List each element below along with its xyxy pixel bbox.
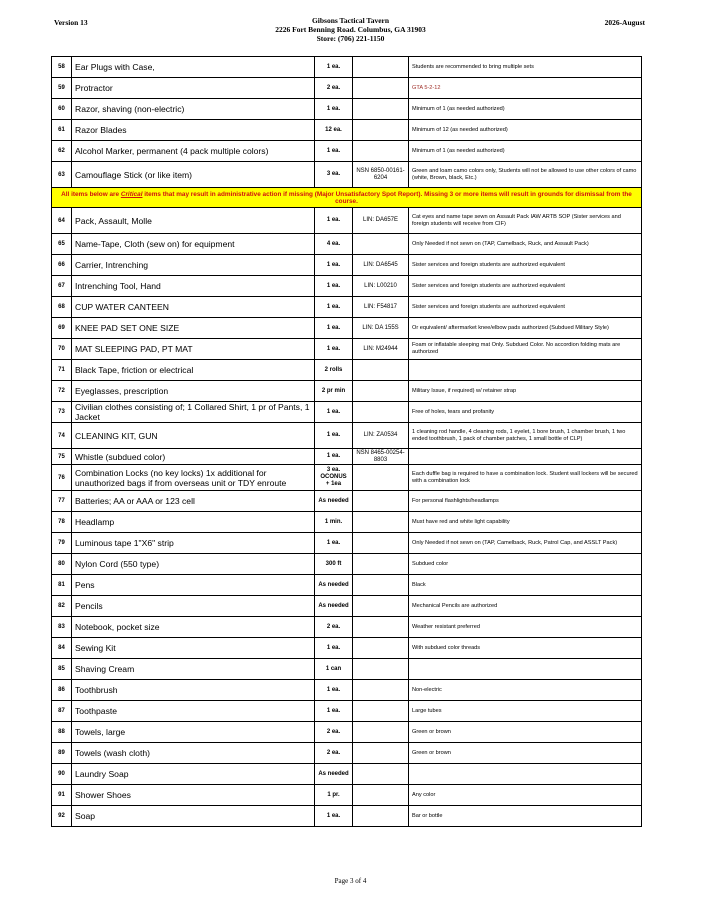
item-quantity: 2 pr min	[315, 381, 353, 402]
item-quantity: 3 ea.	[315, 162, 353, 188]
item-lin	[353, 57, 409, 78]
item-quantity: As needed	[315, 575, 353, 596]
item-number: 67	[52, 276, 72, 297]
item-name: Camouflage Stick (or like item)	[72, 162, 315, 188]
item-name: Towels, large	[72, 722, 315, 743]
table-row	[52, 638, 642, 659]
table-row	[52, 423, 642, 449]
item-note: Mechanical Pencils are authorized	[409, 596, 642, 617]
item-lin: LIN: L00210	[353, 276, 409, 297]
item-number: 80	[52, 554, 72, 575]
item-number: 58	[52, 57, 72, 78]
item-number: 69	[52, 318, 72, 339]
item-name: Shower Shoes	[72, 785, 315, 806]
store-address: 2226 Fort Benning Road. Columbus, GA 31903	[275, 25, 426, 34]
item-lin	[353, 764, 409, 785]
table-row	[52, 575, 642, 596]
item-name: Ear Plugs with Case,	[72, 57, 315, 78]
item-quantity: 2 ea.	[315, 78, 353, 99]
item-number: 87	[52, 701, 72, 722]
item-quantity: 12 ea.	[315, 120, 353, 141]
item-note: Any color	[409, 785, 642, 806]
item-quantity: 1 ea.	[315, 402, 353, 423]
item-quantity: 2 ea.	[315, 617, 353, 638]
item-number: 88	[52, 722, 72, 743]
item-name: Protractor	[72, 78, 315, 99]
item-name: Headlamp	[72, 512, 315, 533]
item-note: Free of holes, tears and profanity	[409, 402, 642, 423]
table-row	[52, 78, 642, 99]
item-note: Minimum of 1 (as needed authorized)	[409, 99, 642, 120]
item-lin	[353, 465, 409, 491]
item-name: Luminous tape 1"X6" strip	[72, 533, 315, 554]
item-quantity: 1 ea.	[315, 449, 353, 465]
item-number: 65	[52, 234, 72, 255]
item-name: Name-Tape, Cloth (sew on) for equipment	[72, 234, 315, 255]
item-lin	[353, 120, 409, 141]
item-note: Cat eyes and name tape sewn on Assault Pack IAW ARTB SOP (Sister services and foreign students will receive from CIF)	[409, 208, 642, 234]
item-name: Razor Blades	[72, 120, 315, 141]
item-name: Intrenching Tool, Hand	[72, 276, 315, 297]
item-lin	[353, 78, 409, 99]
table-row	[52, 381, 642, 402]
item-name: Shaving Cream	[72, 659, 315, 680]
item-note: Military Issue, if required) w/ retainer strap	[409, 381, 642, 402]
item-lin	[353, 680, 409, 701]
item-name: CUP WATER CANTEEN	[72, 297, 315, 318]
item-lin	[353, 617, 409, 638]
item-lin: LIN: M24944	[353, 339, 409, 360]
table-row	[52, 465, 642, 491]
table-row	[52, 743, 642, 764]
notice-critical-word: Critical	[120, 190, 143, 198]
table-row	[52, 276, 642, 297]
item-number: 73	[52, 402, 72, 423]
table-row	[52, 339, 642, 360]
item-lin	[353, 785, 409, 806]
item-lin	[353, 575, 409, 596]
item-note: Non-electric	[409, 680, 642, 701]
notice-text	[52, 188, 642, 208]
table-row	[52, 533, 642, 554]
item-name: Nylon Cord (550 type)	[72, 554, 315, 575]
item-quantity: 1 ea.	[315, 533, 353, 554]
item-quantity: As needed	[315, 596, 353, 617]
item-number: 81	[52, 575, 72, 596]
table-row	[52, 297, 642, 318]
item-number: 86	[52, 680, 72, 701]
item-name: Toothbrush	[72, 680, 315, 701]
item-lin	[353, 491, 409, 512]
item-name: Eyeglasses, prescription	[72, 381, 315, 402]
item-number: 91	[52, 785, 72, 806]
packing-list-table	[51, 56, 642, 827]
item-quantity: 300 ft	[315, 554, 353, 575]
item-name: Laundry Soap	[72, 764, 315, 785]
item-quantity: 1 ea.	[315, 423, 353, 449]
item-lin	[353, 533, 409, 554]
item-lin	[353, 234, 409, 255]
item-quantity: 1 ea.	[315, 701, 353, 722]
item-number: 71	[52, 360, 72, 381]
item-number: 77	[52, 491, 72, 512]
item-quantity: 1 ea.	[315, 99, 353, 120]
item-note: Each duffle bag is required to have a combination lock. Student wall lockers will be secured with a combination lock	[409, 465, 642, 491]
item-number: 59	[52, 78, 72, 99]
item-name: KNEE PAD SET ONE SIZE	[72, 318, 315, 339]
item-lin	[353, 806, 409, 827]
item-name: Pencils	[72, 596, 315, 617]
item-quantity: 1 ea.	[315, 318, 353, 339]
table-row	[52, 208, 642, 234]
item-number: 74	[52, 423, 72, 449]
item-note: Green or brown	[409, 743, 642, 764]
item-quantity: 1 ea.	[315, 276, 353, 297]
item-number: 66	[52, 255, 72, 276]
item-lin	[353, 722, 409, 743]
item-note: Black	[409, 575, 642, 596]
item-note: For personal flashlights/headlamps	[409, 491, 642, 512]
table-row	[52, 141, 642, 162]
item-note: Minimum of 1 (as needed authorized)	[409, 141, 642, 162]
item-lin: NSN 8465-00254-8803	[353, 449, 409, 465]
table-row	[52, 806, 642, 827]
table-row	[52, 491, 642, 512]
item-note: Or equivalent/ aftermarket knee/elbow pads authorized (Subdued Military Style)	[409, 318, 642, 339]
item-number: 82	[52, 596, 72, 617]
table-row	[52, 722, 642, 743]
packing-list-body	[52, 57, 642, 827]
store-info	[0, 16, 701, 43]
item-number: 70	[52, 339, 72, 360]
item-lin	[353, 638, 409, 659]
table-row	[52, 234, 642, 255]
item-lin: LIN: ZA0534	[353, 423, 409, 449]
table-row	[52, 512, 642, 533]
page-number: Page 3 of 4	[334, 877, 367, 885]
item-note	[409, 764, 642, 785]
critical-items-notice	[52, 188, 642, 208]
table-row	[52, 162, 642, 188]
item-lin	[353, 402, 409, 423]
item-note: Minimum of 12 (as needed authorized)	[409, 120, 642, 141]
item-name: Black Tape, friction or electrical	[72, 360, 315, 381]
item-lin: LIN: DA657E	[353, 208, 409, 234]
item-quantity: 1 can	[315, 659, 353, 680]
item-number: 78	[52, 512, 72, 533]
item-quantity: 1 ea.	[315, 638, 353, 659]
item-number: 75	[52, 449, 72, 465]
item-number: 84	[52, 638, 72, 659]
item-name: Razor, shaving (non-electric)	[72, 99, 315, 120]
item-quantity: 1 ea.	[315, 680, 353, 701]
item-quantity: 1 ea.	[315, 297, 353, 318]
table-row	[52, 764, 642, 785]
item-number: 89	[52, 743, 72, 764]
item-lin	[353, 381, 409, 402]
table-row	[52, 99, 642, 120]
item-quantity: 2 ea.	[315, 743, 353, 764]
item-number: 68	[52, 297, 72, 318]
item-name: Batteries; AA or AAA or 123 cell	[72, 491, 315, 512]
table-row	[52, 617, 642, 638]
item-note: Sister services and foreign students are authorized equivalent	[409, 297, 642, 318]
item-lin: NSN 6850-00161-6204	[353, 162, 409, 188]
version-label: Version 13	[54, 18, 88, 27]
store-phone: Store: (706) 221-1150	[316, 34, 385, 43]
item-name: Towels (wash cloth)	[72, 743, 315, 764]
item-lin	[353, 659, 409, 680]
table-row	[52, 255, 642, 276]
table-row	[52, 449, 642, 465]
item-note: Students are recommended to bring multiple sets	[409, 57, 642, 78]
item-note: Large tubes	[409, 701, 642, 722]
item-number: 62	[52, 141, 72, 162]
item-lin: LIN: F54817	[353, 297, 409, 318]
item-note	[409, 449, 642, 465]
item-note: 1 cleaning rod handle, 4 cleaning rods, 1 eyelet, 1 bore brush, 1 chamber brush, 1 two ended toothbrush, 1 pack of chamber patches, 1 small bottle of CLP)	[409, 423, 642, 449]
item-lin	[353, 99, 409, 120]
item-number: 61	[52, 120, 72, 141]
item-name: Pack, Assault, Molle	[72, 208, 315, 234]
item-quantity: 1 ea.	[315, 255, 353, 276]
item-quantity: As needed	[315, 491, 353, 512]
item-note: Only Needed if not sewn on (TAP, Camelback, Ruck, and Assault Pack)	[409, 234, 642, 255]
table-row	[52, 554, 642, 575]
item-note: With subdued color threads	[409, 638, 642, 659]
item-quantity: 4 ea.	[315, 234, 353, 255]
item-lin	[353, 554, 409, 575]
item-note	[409, 659, 642, 680]
item-lin	[353, 141, 409, 162]
item-name: MAT SLEEPING PAD, PT MAT	[72, 339, 315, 360]
item-quantity: 1 ea.	[315, 57, 353, 78]
item-number: 63	[52, 162, 72, 188]
item-name: Alcohol Marker, permanent (4 pack multiple colors)	[72, 141, 315, 162]
item-number: 90	[52, 764, 72, 785]
item-name: Soap	[72, 806, 315, 827]
item-quantity: 1 pr.	[315, 785, 353, 806]
item-quantity: 3 ea. OCONUS + 1ea	[315, 465, 353, 491]
page-header	[0, 14, 701, 54]
table-row	[52, 57, 642, 78]
item-number: 79	[52, 533, 72, 554]
item-number: 72	[52, 381, 72, 402]
notice-before: All items below are	[61, 190, 121, 198]
table-row	[52, 701, 642, 722]
item-number: 64	[52, 208, 72, 234]
item-quantity: 2 rolls	[315, 360, 353, 381]
item-lin	[353, 512, 409, 533]
item-lin	[353, 596, 409, 617]
item-name: CLEANING KIT, GUN	[72, 423, 315, 449]
item-lin: LIN: DA 155S	[353, 318, 409, 339]
item-quantity: 1 ea.	[315, 339, 353, 360]
item-note: Weather resistant preferred	[409, 617, 642, 638]
table-row	[52, 680, 642, 701]
item-note: Green and loam camo colors only, Students will not be allowed to use other colors of camo (white, Brown, black, Etc.)	[409, 162, 642, 188]
item-name: Notebook, pocket size	[72, 617, 315, 638]
item-name: Carrier, Intrenching	[72, 255, 315, 276]
item-quantity: 2 ea.	[315, 722, 353, 743]
table-row	[52, 659, 642, 680]
item-note: Green or brown	[409, 722, 642, 743]
item-quantity: As needed	[315, 764, 353, 785]
item-name: Whistle (subdued color)	[72, 449, 315, 465]
item-lin	[353, 701, 409, 722]
item-lin	[353, 743, 409, 764]
date-label: 2026-August	[604, 18, 645, 27]
item-number: 60	[52, 99, 72, 120]
item-name: Sewing Kit	[72, 638, 315, 659]
notice-after: items that may result in administrative action if missing (Major Unsatisfactory Spot Report). Missing 3 or more items will result in grounds for dismissal from the course.	[142, 190, 632, 205]
table-row	[52, 785, 642, 806]
item-name: Civilian clothes consisting of; 1 Collared Shirt, 1 pr of Pants, 1 Jacket	[72, 402, 315, 423]
item-number: 76	[52, 465, 72, 491]
table-row	[52, 120, 642, 141]
item-note: Sister services and foreign students are authorized equivalent	[409, 276, 642, 297]
item-note: Foam or inflatable sleeping mat Only. Subdued Color. No accordion folding mats are authorized	[409, 339, 642, 360]
item-lin	[353, 360, 409, 381]
item-note	[409, 360, 642, 381]
item-number: 83	[52, 617, 72, 638]
store-name: Gibsons Tactical Tavern	[311, 16, 390, 25]
table-row	[52, 596, 642, 617]
item-note: Only Needed if not sewn on (TAP, Camelback, Ruck, Patrol Cap, and ASSLT Pack)	[409, 533, 642, 554]
item-name: Combination Locks (no key locks) 1x additional for unauthorized bags if from overseas unit or TDY enroute	[72, 465, 315, 491]
item-name: Pens	[72, 575, 315, 596]
table-row	[52, 402, 642, 423]
item-quantity: 1 ea.	[315, 806, 353, 827]
item-note: Subdued color	[409, 554, 642, 575]
table-row	[52, 360, 642, 381]
item-lin: LIN: DA6545	[353, 255, 409, 276]
item-quantity: 1 ea.	[315, 141, 353, 162]
item-note: Sister services and foreign students are authorized equivalent	[409, 255, 642, 276]
item-note: Must have red and white light capability	[409, 512, 642, 533]
item-number: 92	[52, 806, 72, 827]
table-row	[52, 318, 642, 339]
item-name: Toothpaste	[72, 701, 315, 722]
item-number: 85	[52, 659, 72, 680]
item-note: GTA 5-2-12	[409, 78, 642, 99]
item-quantity: 1 ea.	[315, 208, 353, 234]
item-note: Bar or bottle	[409, 806, 642, 827]
item-quantity: 1 min.	[315, 512, 353, 533]
